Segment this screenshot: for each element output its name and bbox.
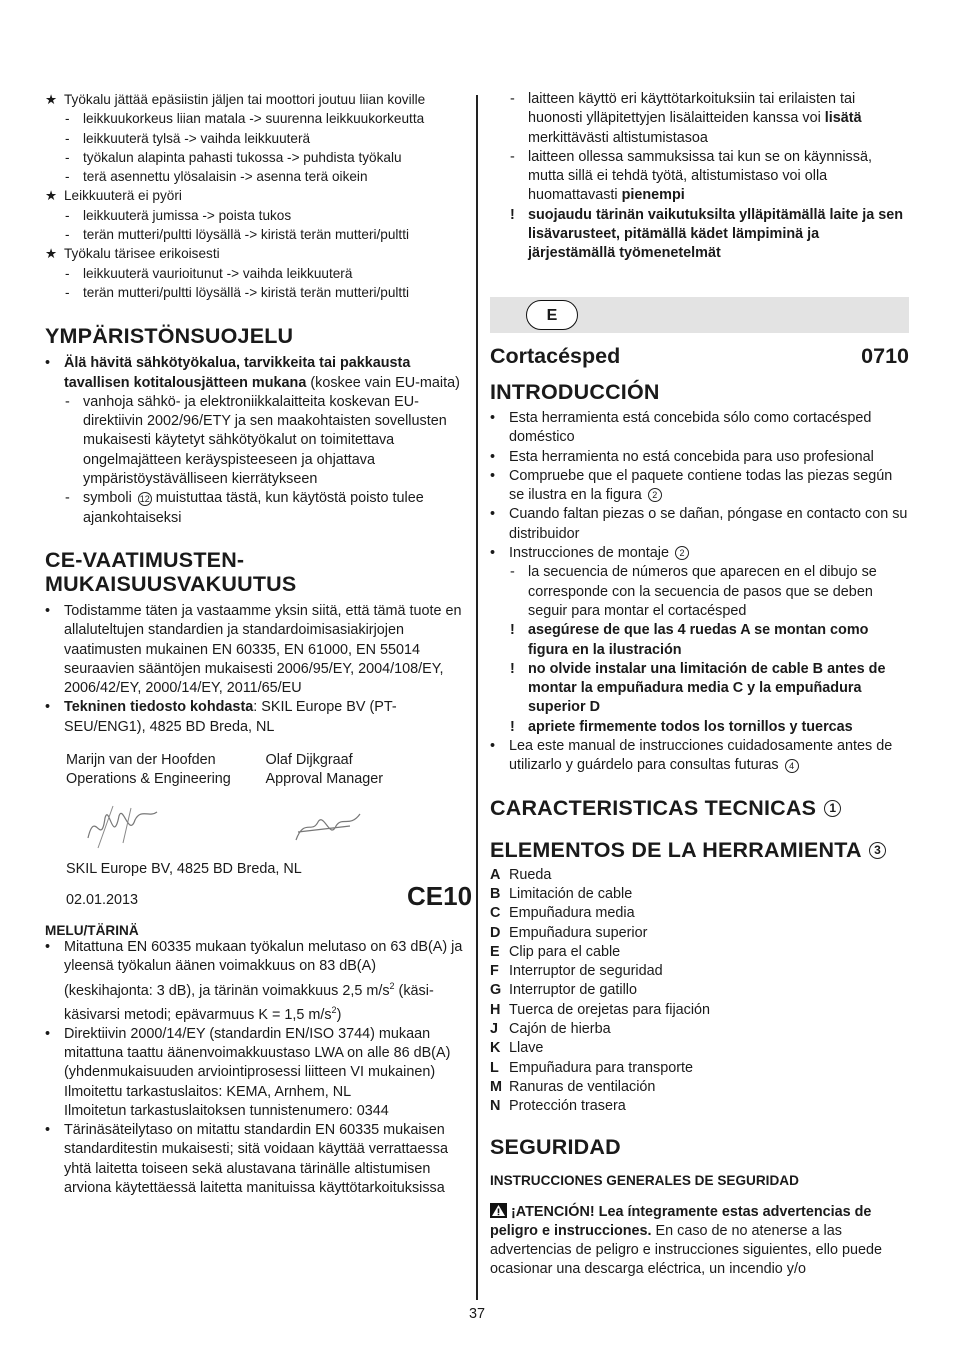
part-item: K Llave [490, 1040, 544, 1057]
parts-list [490, 866, 909, 1117]
list-item: • Instrucciones de montaje 2 [490, 544, 909, 563]
list-item: - vanhoja sähkö- ja elektroniikkalaitteita koskevan EU-direktiivin 2002/96/ETY ja sen maakohtaisten sovellusten mukaisesti käytetyt sähkötyökalut on toimitettava ongelmajätteen keräyspisteeseen ja ohjattava ympäristöystävälliseen kierrätykseen [65, 393, 447, 488]
solution-item: - työkalun alapinta pahasti tukossa -> puhdista työkalu [45, 148, 465, 167]
intro-heading: INTRODUCCIÓN [490, 380, 660, 404]
dash-marker: - [65, 111, 70, 127]
dash-marker: - [65, 265, 70, 281]
star-icon: ★ [45, 92, 58, 107]
solution-item: - leikkuuterä vaurioitunut -> vaihda leikkuuterä [45, 264, 465, 283]
list-item: - laitteen ollessa sammuksissa tai kun se on käynnissä, mutta sillä ei tehdä työtä, altistumistaso voi olla huomattavasti pienempi [510, 148, 872, 204]
figure-ref-icon: 1 [824, 800, 841, 817]
list-item: • Esta herramienta está concebida sólo como cortacésped doméstico [490, 410, 872, 446]
list-item: • Tekninen tiedosto kohdasta: SKIL Europe BV (PT-SEU/ENG1), 4825 BD Breda, NL [45, 699, 397, 735]
solution-item: - terän mutteri/pultti löysällä -> kiristä terän mutteri/pultti [45, 283, 465, 302]
figure-ref-icon: 4 [785, 759, 799, 773]
elements-heading: ELEMENTOS DE LA HERRAMIENTA 3 [490, 838, 909, 862]
ce-mark-icon: CE [407, 880, 444, 911]
spanish-section [490, 344, 909, 1280]
list-item: • Mitattuna EN 60335 mukaan työkalun melutaso on 63 dB(A) ja yleensä työkalun äänen voimakkuus on 83 dB(A) (keskihajonta: 3 dB), ja tärinän voimakkuus 2,5 $m/s^2$ (käsi-käsivarsi metodi; epävarmuus K = 1,5 $m/s^2$) [45, 938, 463, 1023]
figure-ref-icon: 3 [869, 842, 886, 859]
dash-marker: - [65, 130, 70, 146]
part-item: N Protección trasera [490, 1098, 626, 1115]
figure-ref-icon: 2 [648, 488, 662, 502]
part-item: F Interruptor de seguridad [490, 963, 663, 980]
page-number: 37 [468, 1306, 485, 1322]
language-band [490, 297, 909, 333]
solution-item: - leikkuuterä jumissa -> poista tukos [45, 206, 465, 225]
ce-mark-icon: CE [45, 547, 76, 572]
dash-marker: - [65, 207, 70, 223]
list-item: - symboli 12 muistuttaa tästä, kun käytöstä poisto tulee ajankohtaiseksi [65, 490, 424, 526]
list-item: • Compruebe que el paquete contiene todas las piezas según se ilustra en la figura 2 [490, 467, 893, 504]
safety-paragraph: ¡ATENCIÓN! Lea íntegramente estas advertencias de peligro e instrucciones. En caso de no atenerse a las advertencias de peligro e instrucciones siguientes, ello puede ocasionar una descarga eléctrica, un incendio y/o [490, 1203, 882, 1278]
product-name: Cortacésped [490, 344, 621, 368]
problem-item: ★ Työkalu tärisee erikoisesti [45, 244, 465, 263]
list-item: • Tärinäsäteilytaso on mitattu standardin EN 60335 mukaisen standarditestin mukaisesti; sitä voidaan käyttää verrattaessa yhtä laitetta toiseen sekä alustavana tärinälle altistumisen arviona käytettäessä laitetta manituissa käyttötarkoituksissa [45, 1122, 448, 1197]
list-item: - laitteen käyttö eri käyttötarkoituksiin tai erilaisten tai huonosti ylläpitettyjen lisälaitteiden kanssa voi lisätä merkittävästi altistumistasoa [510, 91, 862, 146]
part-item: A Rueda [490, 866, 552, 883]
troubleshooting-list [45, 90, 465, 302]
product-title-row [490, 344, 909, 369]
problem-item: ★ Työkalu jättää epäsiistin jäljen tai moottori joutuu liian koville [45, 90, 465, 109]
list-item: • Esta herramienta no está concebida para uso profesional [490, 448, 874, 465]
dash-marker: - [65, 227, 70, 243]
part-item: G Interruptor de gatillo [490, 982, 637, 999]
figure-ref-icon: 12 [139, 493, 150, 504]
signature-2-icon [290, 804, 370, 854]
safety-subheading: INSTRUCCIONES GENERALES DE SEGURIDAD [490, 1172, 799, 1188]
list-item: • Todistamme täten ja vastaamme yksin siitä, että tämä tuote en allaluteltujen standardien ja standardoimisasiakirjojen vaatimusten mukainen EN 60335, EN 61000, EN 55014 seuraavien sääntöjen mukaisesti 2006/95/EY, 2004/108/EY, 2006/42/EY, 2000/14/EY, 2011/65/EU [45, 602, 462, 697]
left-column [45, 90, 473, 1198]
dash-marker: - [65, 149, 70, 165]
tech-heading: CARACTERISTICAS TECNICAS 1 [490, 796, 909, 820]
part-item: L Empuñadura para transporte [490, 1059, 693, 1076]
warning-triangle-icon [490, 1203, 507, 1218]
right-column [490, 90, 910, 264]
star-icon: ★ [45, 188, 58, 204]
ce-year-mark: CE10 [407, 880, 473, 911]
part-item: B Limitación de cable [490, 885, 633, 902]
warning-item: ! suojaudu tärinän vaikutuksilta ylläpitämällä laite ja sen lisävarusteet, pitämällä kädet lämpiminä ja järjestämällä työmenetelmät [510, 206, 904, 262]
environment-heading: YMPÄRISTÖNSUOJELU [45, 324, 294, 349]
dash-marker: - [65, 284, 70, 300]
part-item: D Empuñadura superior [490, 924, 648, 941]
language-badge: E [526, 300, 578, 330]
part-item: E Clip para el cable [490, 943, 621, 960]
figure-ref-icon: 2 [675, 546, 689, 560]
solution-item: - terä asennettu ylösalaisin -> asenna terä oikein [45, 167, 465, 186]
warning-item: ! asegúrese de que las 4 ruedas A se montan como figura en la ilustración [510, 622, 869, 658]
list-item: • Direktiivin 2000/14/EY (standardin EN/ISO 3744) mukaan mitattuna taattu äänenvoimakkuustaso LWA on alle 86 dB(A) (yhdenmukaisuuden arviointiprosessi liitteen VI mukainen) Ilmoitettu tarkastuslaitos: KEMA, Arnhem, NL Ilmoitetun tarkastuslaitoksen tunnistenumero: 0344 [45, 1025, 451, 1119]
solution-item: - terän mutteri/pultti löysällä -> kiristä terän mutteri/pultti [45, 225, 465, 244]
column-divider [476, 95, 478, 1300]
problem-item: ★ Leikkuuterä ei pyöri [45, 186, 465, 205]
conformity-heading: CE-VAATIMUSTEN- MUKAISUUSVAKUUTUS [45, 547, 297, 596]
part-item: H Tuerca de orejetas para fijación [490, 1001, 711, 1018]
dash-marker: - [65, 169, 70, 185]
warning-item: ! no olvide instalar una limitación de cable B antes de montar la empuñadura media C y la empuñadura superior D [510, 660, 886, 716]
company-address: SKIL Europe BV, 4825 BD Breda, NL [66, 860, 302, 877]
part-item: J Cajón de hierba [490, 1021, 611, 1038]
date: 02.01.2013 [66, 891, 139, 908]
safety-heading: SEGURIDAD [490, 1134, 621, 1159]
solution-item: - leikkuuterä tylsä -> vaihda leikkuuterä [45, 129, 465, 148]
signatories: Marijn van der Hoofden Operations & Engineering Olaf Dijkgraaf Approval Manager [66, 752, 384, 788]
product-model: 0710 [861, 344, 909, 368]
list-item: • Lea este manual de instrucciones cuidadosamente antes de utilizarlo y guárdelo para consultas futuras 4 [490, 738, 893, 774]
list-item: - la secuencia de números que aparecen en el dibujo se corresponde con la secuencia de pasos que se deben seguir para montar el cortacésped [510, 564, 877, 619]
list-item: • Cuando faltan piezas o se dañan, póngase en contacto con su distribuidor [490, 506, 908, 542]
signature-1-icon [83, 798, 163, 858]
part-item: M Ranuras de ventilación [490, 1078, 656, 1095]
solution-item: - leikkuukorkeus liian matala -> suurenna leikkuukorkeutta [45, 109, 465, 128]
part-item: C Empuñadura media [490, 905, 635, 922]
star-icon: ★ [45, 246, 58, 262]
list-item: • Älä hävitä sähkötyökalua, tarvikkeita tai pakkausta tavallisen kotitalousjätteen mukana (koskee vain EU-maita) [45, 355, 460, 391]
date-row [45, 880, 473, 913]
noise-heading: MELU/TÄRINÄ [45, 922, 139, 938]
warning-item: ! apriete firmemente todos los tornillos y tuercas [510, 718, 853, 735]
signature-images [45, 790, 465, 860]
